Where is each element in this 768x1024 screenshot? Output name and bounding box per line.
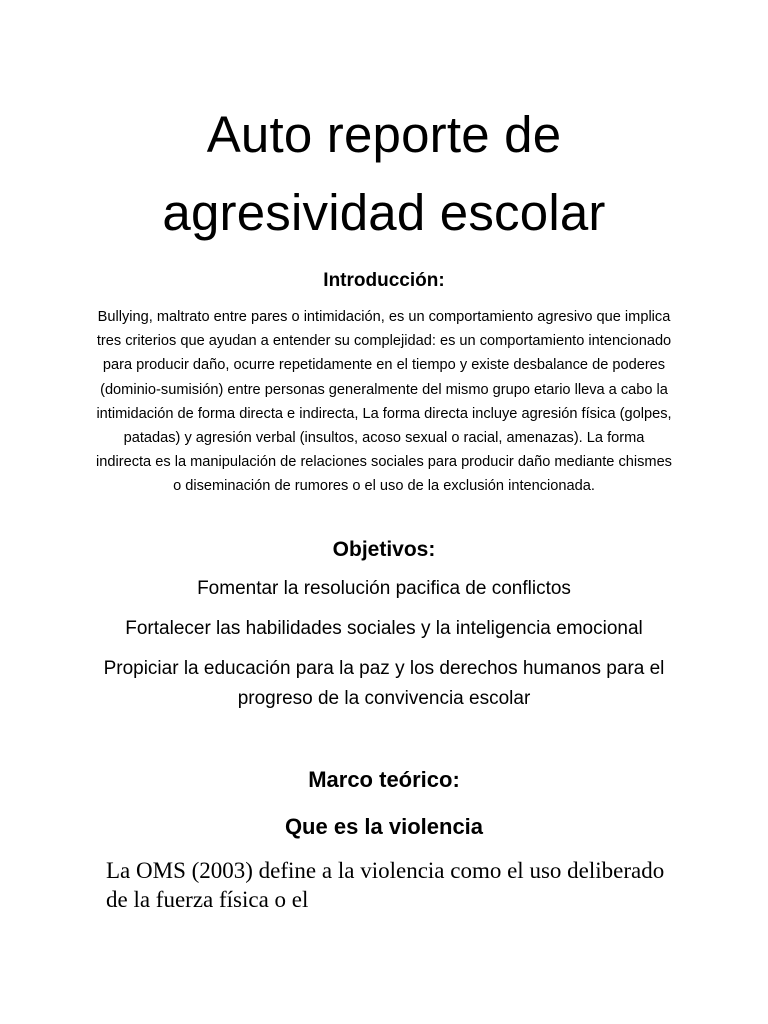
title-line-2: agresividad escolar bbox=[162, 184, 606, 241]
objective-item: Propiciar la educación para la paz y los derechos humanos para el progreso de la convivencia escolar bbox=[103, 658, 665, 709]
intro-paragraph: Bullying, maltrato entre pares o intimidación, es un comportamiento agresivo que implica tres criterios que ayudan a entender su complejidad: es un comportamiento intencionado para producir daño, ocurre repetidamente en el tiempo y existe desbalance de poderes (dominio-sumisión) entre personas generalmente del mismo grupo etario lleva a cabo la intimidación de forma directa e indirecta, La forma directa incluye agresión física (golpes, patadas) y agresión verbal (insultos, acoso sexual o racial, amenazas). La forma indirecta es la manipulación de relaciones sociales para producir daño mediante chismes o diseminación de rumores o el uso de la exclusión intencionada. bbox=[96, 309, 672, 495]
objective-item: Fortalecer las habilidades sociales y la inteligencia emocional bbox=[125, 618, 643, 639]
objectives-list bbox=[80, 574, 688, 724]
marco-paragraph: La OMS (2003) define a la violencia como el uso deliberado de la fuerza física o el bbox=[106, 858, 665, 912]
objectives-heading: Objetivos: bbox=[332, 538, 436, 561]
marco-teorico-heading: Marco teórico: bbox=[308, 767, 460, 792]
title-line-1: Auto reporte de bbox=[206, 106, 562, 163]
intro-heading: Introducción: bbox=[323, 270, 445, 291]
violencia-subheading: Que es la violencia bbox=[284, 814, 484, 839]
objective-item: Fomentar la resolución pacifica de conflictos bbox=[197, 578, 571, 599]
document-title bbox=[80, 96, 688, 252]
